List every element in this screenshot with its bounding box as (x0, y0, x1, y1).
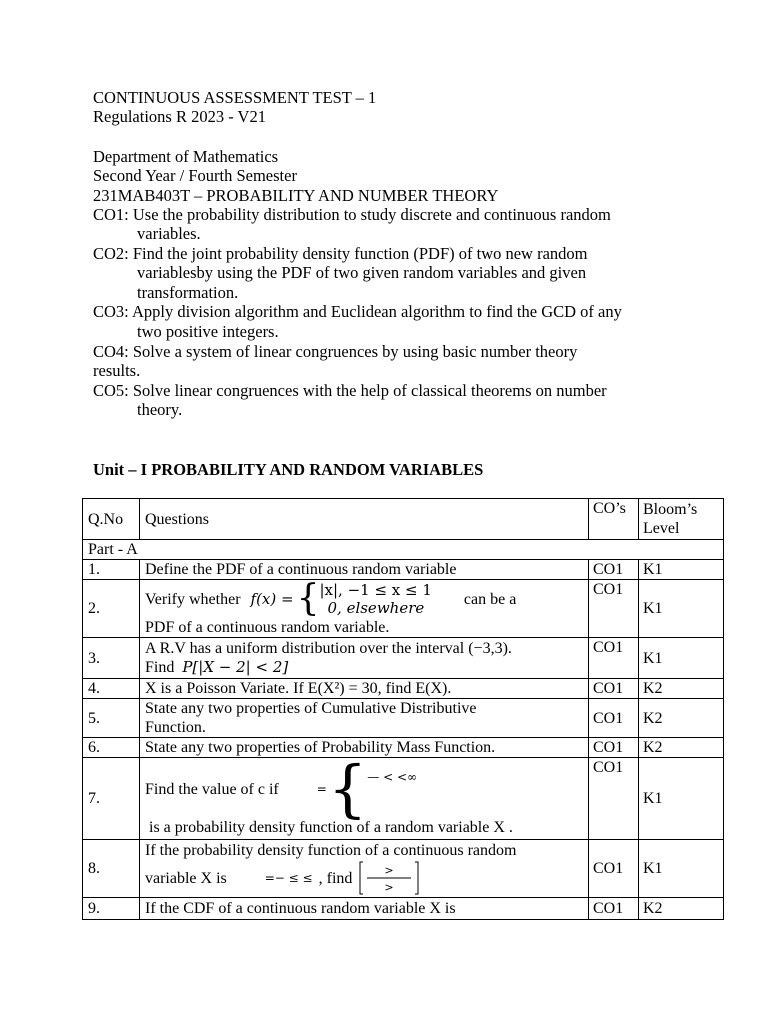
question-line1 (145, 580, 583, 618)
qno: 9. (83, 898, 140, 920)
left-bracket (360, 862, 363, 894)
part-label: Part - A (83, 540, 724, 560)
header-bloom-line1: Bloom’s (643, 501, 698, 518)
table-row (83, 840, 724, 898)
table-row (83, 699, 724, 738)
department: Department of Mathematics (93, 147, 279, 166)
question-line2-pre: variable X is (145, 869, 227, 887)
question-line1-text: Find the value of c if (145, 780, 279, 798)
question-line2: PDF of a continuous random variable. (145, 619, 390, 636)
qno: 7. (83, 758, 140, 840)
year-semester: Second Year / Fourth Semester (93, 166, 297, 185)
question-line1 (145, 752, 583, 825)
denominator-glyph: > (384, 881, 394, 894)
fx-label: f(x) = (250, 589, 294, 608)
course-title: 231MAB403T – PROBABILITY AND NUMBER THEORY (93, 186, 499, 205)
header-bloom (639, 499, 724, 540)
co-cell: CO1 (589, 699, 639, 738)
case2: 0, elsewhere (327, 599, 425, 617)
header-qno: Q.No (83, 499, 140, 540)
qno: 8. (83, 840, 140, 898)
table-row (83, 738, 724, 758)
question-post: can be a (463, 590, 517, 608)
equals-glyph: = (316, 781, 327, 796)
co-cell: CO1 (589, 580, 639, 638)
question-cell (140, 699, 589, 738)
question-cell (140, 580, 589, 638)
co4-line2: results. (93, 361, 141, 380)
question-line2: Function. (145, 719, 206, 736)
co-cell: CO1 (589, 898, 639, 920)
co4-line1: CO4: Solve a system of linear congruences by using basic number theory (93, 342, 578, 361)
brace-glyph: { (296, 578, 320, 619)
level-cell: K1 (639, 758, 724, 840)
question-pre: Verify whether (145, 590, 241, 608)
co3-line2: two positive integers. (137, 322, 279, 341)
level-cell: K2 (639, 898, 724, 920)
question-text: State any two properties of Probability Mass Function. (140, 738, 589, 758)
qno: 3. (83, 638, 140, 679)
co1-line2: variables. (137, 224, 201, 243)
brace-glyph: { (327, 752, 368, 825)
regulations: Regulations R 2023 - V21 (93, 107, 266, 126)
question-text: X is a Poisson Variate. If E(X²) = 30, find E(X). (140, 679, 589, 699)
question-text: Define the PDF of a continuous random variable (140, 560, 589, 580)
level-cell: K2 (639, 699, 724, 738)
level-cell: K1 (639, 638, 724, 679)
numerator-glyph: > (384, 864, 394, 877)
header-co: CO’s (589, 499, 639, 540)
table-row (83, 898, 724, 920)
co1-line1: CO1: Use the probability distribution to study discrete and continuous random (93, 205, 611, 224)
question-find: , find (318, 869, 353, 887)
bracket-expression (358, 860, 420, 896)
co-cell: CO1 (589, 560, 639, 580)
question-line2-pre: Find (145, 659, 175, 676)
question-cell (140, 752, 589, 840)
question-line2 (145, 658, 583, 677)
co5-line2: theory. (137, 400, 183, 419)
question-cell (140, 638, 589, 679)
question-line1: If the probability density function of a continuous random (145, 842, 517, 859)
question-line1: A R.V has a uniform distribution over the interval (−3,3). (145, 640, 512, 657)
qno: 4. (83, 679, 140, 699)
part-row (83, 540, 724, 560)
table-row (83, 638, 724, 679)
level-cell: K2 (639, 738, 724, 758)
qno: 2. (83, 580, 140, 638)
header-bloom-line2: Level (643, 520, 680, 537)
level-cell: K1 (639, 580, 724, 638)
qno: 1. (83, 560, 140, 580)
table-header-row (83, 499, 724, 540)
level-cell: K2 (639, 679, 724, 699)
table-row (83, 580, 724, 638)
garbled-math-fragment: — < <∞ (367, 770, 417, 784)
co2-line3: transformation. (137, 283, 239, 302)
test-title: CONTINUOUS ASSESSMENT TEST – 1 (93, 88, 377, 107)
header-questions: Questions (140, 499, 589, 540)
question-table (82, 498, 724, 920)
level-cell: K1 (639, 560, 724, 580)
garbled-math-fragment: =− ≤ ≤ (264, 870, 313, 885)
co5-line1: CO5: Solve linear congruences with the help of classical theorems on number (93, 381, 607, 400)
question-line2 (145, 860, 583, 896)
unit-title: Unit – I PROBABILITY AND RANDOM VARIABLES (93, 460, 484, 479)
co3-line1: CO3: Apply division algorithm and Euclidean algorithm to find the GCD of any (93, 302, 622, 321)
co2-line1: CO2: Find the joint probability density function (PDF) of two new random (93, 244, 588, 263)
question-cell (140, 840, 589, 898)
co-cell: CO1 (589, 840, 639, 898)
co-cell: CO1 (589, 638, 639, 679)
piecewise-cases (319, 581, 431, 617)
table-row (83, 560, 724, 580)
question-line1: State any two properties of Cumulative Distributive (145, 700, 477, 717)
probability-expression: P[|X − 2| < 2] (182, 658, 289, 676)
co-cell: CO1 (589, 679, 639, 699)
table-row (83, 679, 724, 699)
table-row (83, 758, 724, 840)
co-cell: CO1 (589, 738, 639, 758)
qno: 6. (83, 738, 140, 758)
qno: 5. (83, 699, 140, 738)
question-line2: is a probability density function of a random variable X . (149, 819, 513, 836)
co2-line2: variablesby using the PDF of two given random variables and given (137, 263, 587, 282)
co-cell: CO1 (589, 758, 639, 840)
case1: |x|, −1 ≤ x ≤ 1 (319, 581, 432, 599)
question-text: If the CDF of a continuous random variable X is (140, 898, 589, 920)
right-bracket (415, 862, 418, 894)
level-cell: K1 (639, 840, 724, 898)
